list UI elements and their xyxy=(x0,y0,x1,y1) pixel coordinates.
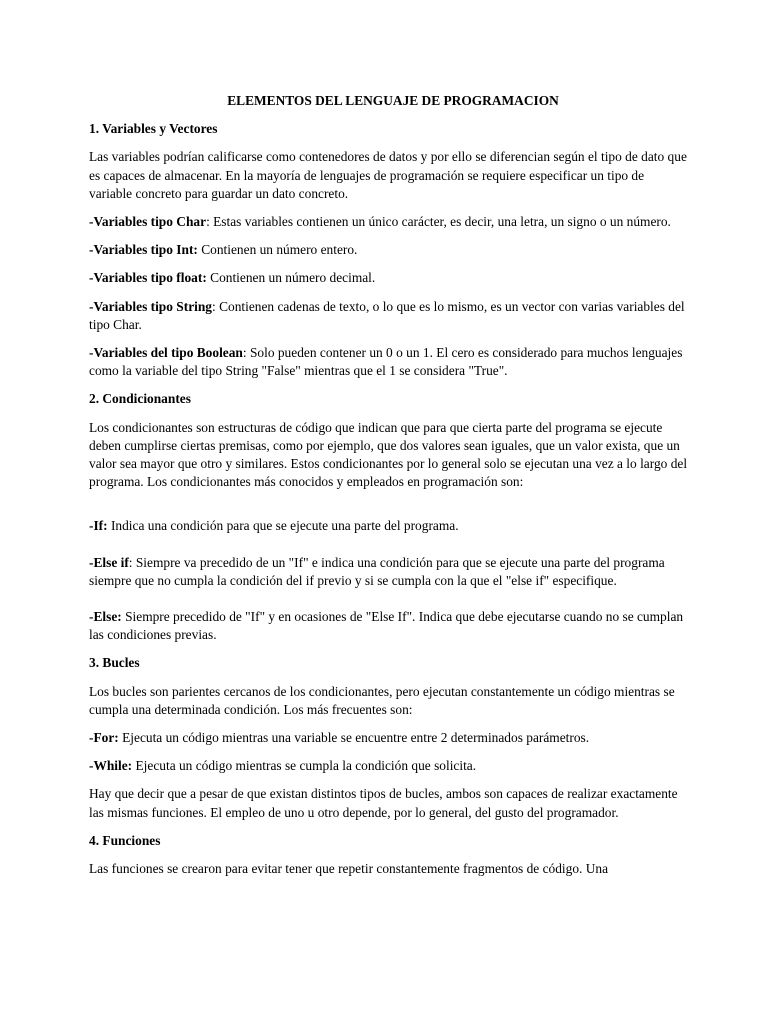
item-text: Contienen un número entero. xyxy=(197,242,358,258)
item-text: Ejecuta un código mientras se cumpla la condición que solicita. xyxy=(132,758,477,774)
item-term: -Else if xyxy=(89,554,129,570)
list-item-for xyxy=(89,729,689,747)
item-term: -For: xyxy=(89,730,119,746)
section-heading-condicionantes: 2. Condicionantes xyxy=(89,391,191,407)
item-term: -Variables tipo String xyxy=(89,298,213,314)
item-text: Indica una condición para que se ejecute una parte del programa. xyxy=(107,518,459,534)
item-text: Contienen un número decimal. xyxy=(206,270,376,286)
document-content xyxy=(89,92,689,888)
item-text: : Siempre va precedido de un "If" e indica una condición para que se ejecute una parte del programa siempre que no cumpla la condición del if previo y si se cumpla con la que el "else if" especifique. xyxy=(89,554,665,588)
item-term: -Variables tipo Int: xyxy=(89,242,198,258)
list-item-if xyxy=(89,517,689,535)
list-item-else-if xyxy=(89,554,689,590)
item-term: -Variables del tipo Boolean xyxy=(89,345,243,361)
paragraph-bucles-intro: Los bucles son parientes cercanos de los condicionantes, pero ejecutan constantemente un código mientras se cumpla una determinada condición. Los más frecuentes son: xyxy=(89,683,675,717)
section-heading-variables: 1. Variables y Vectores xyxy=(89,121,218,137)
document-title: ELEMENTOS DEL LENGUAJE DE PROGRAMACION xyxy=(227,93,559,108)
item-text: Ejecuta un código mientras una variable se encuentre entre 2 determinados parámetros. xyxy=(118,730,590,746)
section-heading-funciones: 4. Funciones xyxy=(89,832,161,848)
paragraph-condicionantes-intro: Los condicionantes son estructuras de código que indican que para que cierta parte del programa se ejecute deben cumplirse ciertas premisas, como por ejemplo, que dos valores sean iguales, que un valor exista, que un valor sea mayor que otro y similares. Estos condicionantes por lo general solo se ejecutan una vez a lo largo del programa. Los condicionantes más conocidos y empleados en programación son: xyxy=(89,419,688,490)
list-item-boolean xyxy=(89,344,689,380)
paragraph-bucles-outro: Hay que decir que a pesar de que existan distintos tipos de bucles, ambos son capaces de realizar exactamente las mismas funciones. El empleo de uno u otro depende, por lo general, del gusto del programador. xyxy=(89,786,678,820)
item-text: : Estas variables contienen un único carácter, es decir, una letra, un signo o un número. xyxy=(206,214,671,230)
item-term: -If: xyxy=(89,518,108,534)
list-item-else xyxy=(89,608,689,644)
list-item-string xyxy=(89,298,689,334)
list-item-while xyxy=(89,757,689,775)
item-text: : Contienen cadenas de texto, o lo que es lo mismo, es un vector con varias variables del tipo Char. xyxy=(89,298,685,332)
item-term: -Variables tipo Char xyxy=(89,214,207,230)
item-text: Siempre precedido de "If" y en ocasiones de "Else If". Indica que debe ejecutarse cuando no se cumplan las condiciones previas. xyxy=(89,609,684,643)
paragraph-variables-intro: Las variables podrían calificarse como contenedores de datos y por ello se diferencian según el tipo de dato que es capaces de almacenar. En la mayoría de lenguajes de programación se requiere especificar un tipo de variable concreto para guardar un dato concreto. xyxy=(89,149,687,201)
item-text: : Solo pueden contener un 0 o un 1. El cero es considerado para muchos lenguajes como la variable del tipo String "False" mientras que el 1 se considera "True". xyxy=(89,345,683,379)
paragraph-funciones-intro: Las funciones se crearon para evitar tener que repetir constantemente fragmentos de código. Una xyxy=(89,861,609,877)
item-term: -While: xyxy=(89,758,133,774)
list-item-float xyxy=(89,269,689,287)
list-item-char xyxy=(89,213,689,231)
item-term: -Else: xyxy=(89,609,122,625)
item-term: -Variables tipo float: xyxy=(89,270,207,286)
list-item-int xyxy=(89,241,689,259)
section-heading-bucles: 3. Bucles xyxy=(89,655,140,671)
